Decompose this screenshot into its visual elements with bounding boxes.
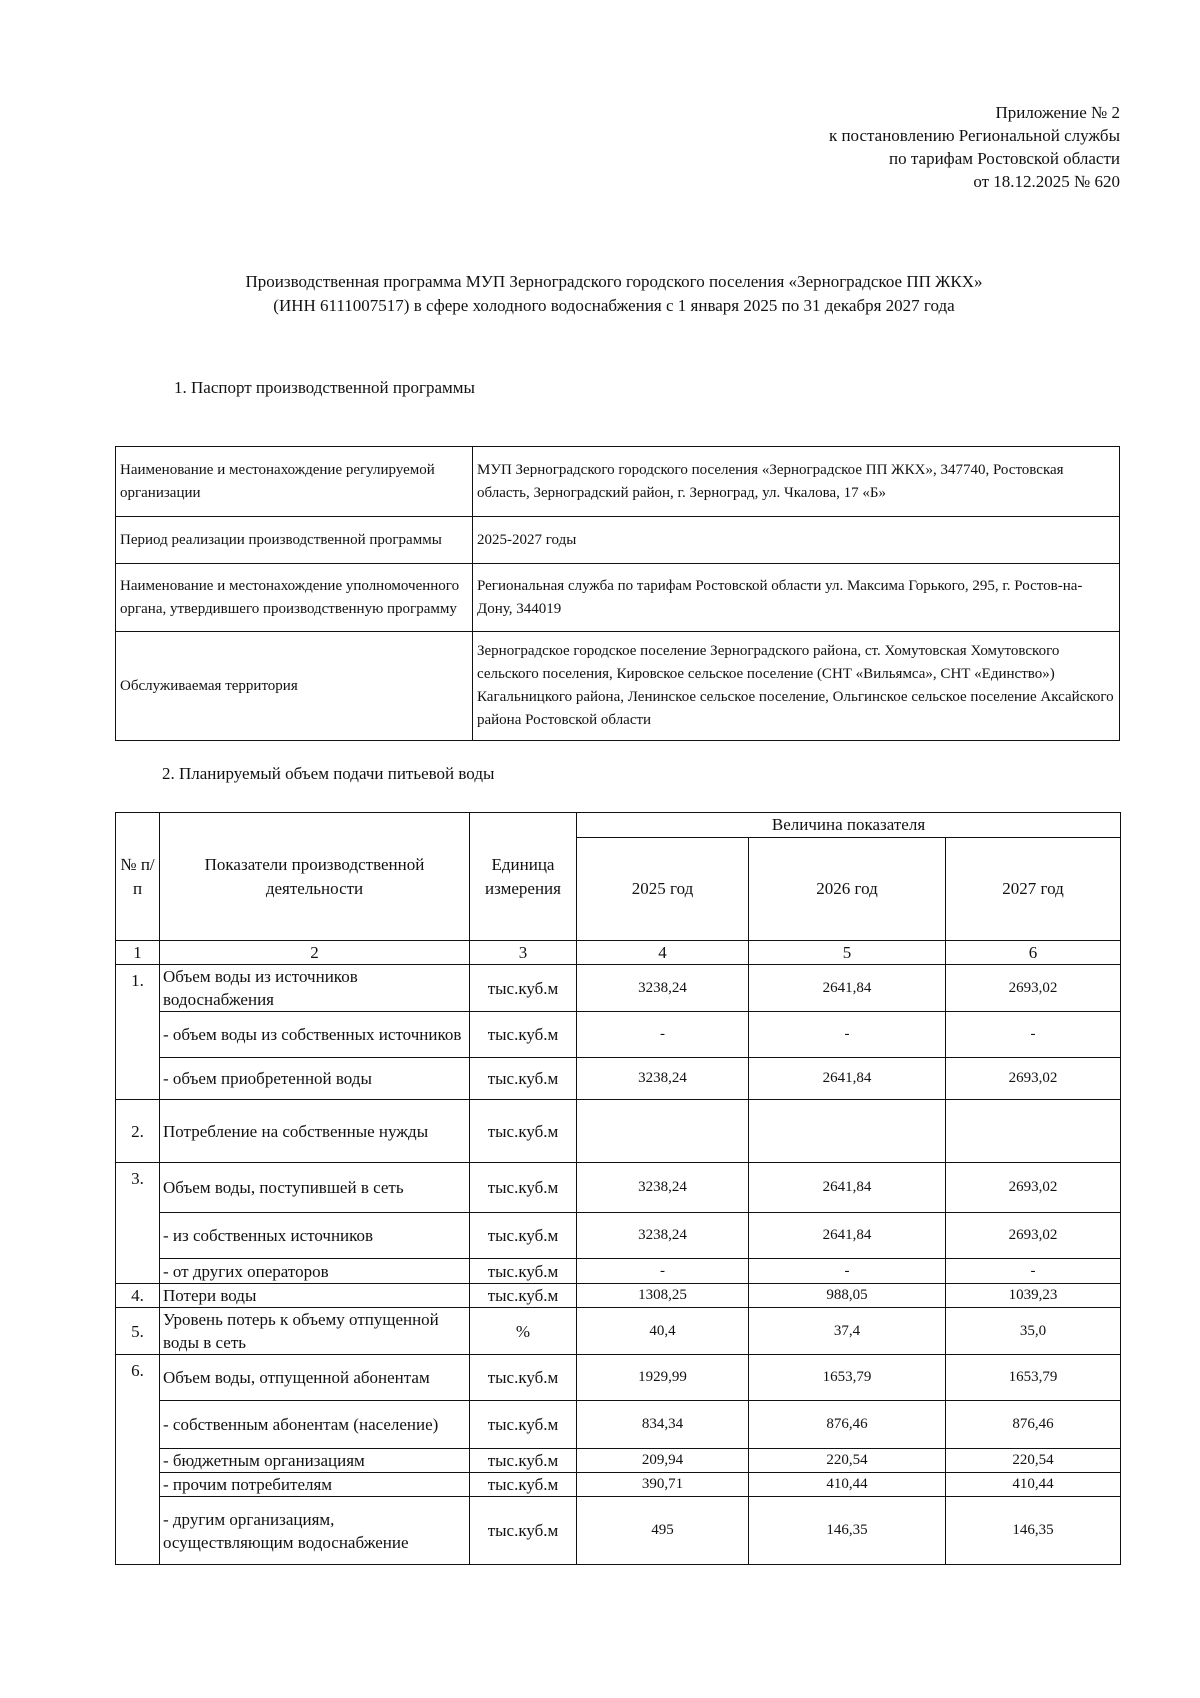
indicator-name: Потери воды bbox=[160, 1284, 470, 1308]
indicator-name: - из собственных источников bbox=[160, 1213, 470, 1259]
title-line: (ИНН 6111007517) в сфере холодного водоснабжения с 1 января 2025 по 31 декабря 2027 года bbox=[273, 296, 955, 315]
appendix-line: Приложение № 2 bbox=[995, 103, 1120, 122]
value-2025: 40,4 bbox=[577, 1308, 749, 1355]
value-2026: 876,46 bbox=[749, 1401, 946, 1449]
appendix-line: от 18.12.2025 № 620 bbox=[973, 172, 1120, 191]
value-2027: 2693,02 bbox=[946, 1163, 1121, 1213]
column-number: 6 bbox=[946, 941, 1121, 965]
row-number: 6. bbox=[116, 1355, 160, 1565]
passport-label: Наименование и местонахождение уполномоченного органа, утвердившего производственную программу bbox=[116, 564, 473, 632]
table-row bbox=[116, 517, 1120, 564]
section-heading-volume: 2. Планируемый объем подачи питьевой воды bbox=[162, 764, 495, 783]
passport-label: Наименование и местонахождение регулируемой организации bbox=[116, 447, 473, 517]
passport-value: МУП Зерноградского городского поселения «Зерноградское ПП ЖКХ», 347740, Ростовская область, Зерноградский район, г. Зерноград, ул. Чкалова, 17 «Б» bbox=[473, 447, 1120, 517]
value-2026: - bbox=[749, 1012, 946, 1058]
indicator-name: Объем воды из источников водоснабжения bbox=[160, 965, 470, 1012]
row-number: 2. bbox=[116, 1100, 160, 1163]
table-row bbox=[116, 1401, 1121, 1449]
value-2025: 1929,99 bbox=[577, 1355, 749, 1401]
value-2027: 146,35 bbox=[946, 1497, 1121, 1565]
table-row bbox=[116, 1449, 1121, 1473]
value-2026: 37,4 bbox=[749, 1308, 946, 1355]
appendix-line: к постановлению Региональной службы bbox=[828, 126, 1120, 145]
value-2025: 3238,24 bbox=[577, 1213, 749, 1259]
row-number: 4. bbox=[116, 1284, 160, 1308]
value-2027: 2693,02 bbox=[946, 1058, 1121, 1100]
value-2026: 2641,84 bbox=[749, 965, 946, 1012]
column-header-2025: 2025 год bbox=[577, 838, 749, 941]
value-2026: 988,05 bbox=[749, 1284, 946, 1308]
value-2026 bbox=[749, 1100, 946, 1163]
value-2027: - bbox=[946, 1259, 1121, 1284]
value-2027: 876,46 bbox=[946, 1401, 1121, 1449]
passport-label: Обслуживаемая территория bbox=[116, 632, 473, 741]
value-2027: 35,0 bbox=[946, 1308, 1121, 1355]
indicator-name: Объем воды, отпущенной абонентам bbox=[160, 1355, 470, 1401]
value-2026: 2641,84 bbox=[749, 1058, 946, 1100]
indicator-name: Уровень потерь к объему отпущенной воды в сеть bbox=[160, 1308, 470, 1355]
value-2026: - bbox=[749, 1259, 946, 1284]
table-row bbox=[116, 1100, 1121, 1163]
value-2025: 834,34 bbox=[577, 1401, 749, 1449]
table-row bbox=[116, 1058, 1121, 1100]
value-2026: 2641,84 bbox=[749, 1163, 946, 1213]
unit-cell: тыс.куб.м bbox=[470, 1259, 577, 1284]
unit-cell: тыс.куб.м bbox=[470, 965, 577, 1012]
unit-cell: тыс.куб.м bbox=[470, 1058, 577, 1100]
column-group-header: Величина показателя bbox=[577, 813, 1121, 838]
value-2026: 146,35 bbox=[749, 1497, 946, 1565]
column-number: 3 bbox=[470, 941, 577, 965]
table-row bbox=[116, 632, 1120, 741]
value-2026: 410,44 bbox=[749, 1473, 946, 1497]
indicator-name: - собственным абонентам (население) bbox=[160, 1401, 470, 1449]
value-2026: 2641,84 bbox=[749, 1213, 946, 1259]
value-2025: - bbox=[577, 1012, 749, 1058]
appendix-line: по тарифам Ростовской области bbox=[889, 149, 1120, 168]
title-line: Производственная программа МУП Зерноградского городского поселения «Зерноградское ПП ЖКХ» bbox=[245, 272, 983, 291]
passport-label: Период реализации производственной программы bbox=[116, 517, 473, 564]
unit-cell: тыс.куб.м bbox=[470, 1213, 577, 1259]
unit-cell: тыс.куб.м bbox=[470, 1497, 577, 1565]
row-number: 5. bbox=[116, 1308, 160, 1355]
unit-cell: тыс.куб.м bbox=[470, 1012, 577, 1058]
table-row bbox=[116, 1213, 1121, 1259]
column-number: 4 bbox=[577, 941, 749, 965]
section-heading-passport: 1. Паспорт производственной программы bbox=[174, 378, 475, 397]
value-2025: - bbox=[577, 1259, 749, 1284]
indicator-name: - объем воды из собственных источников bbox=[160, 1012, 470, 1058]
indicator-name: Объем воды, поступившей в сеть bbox=[160, 1163, 470, 1213]
column-header-2027: 2027 год bbox=[946, 838, 1121, 941]
indicator-name: - от других операторов bbox=[160, 1259, 470, 1284]
value-2026: 220,54 bbox=[749, 1449, 946, 1473]
table-row bbox=[116, 1259, 1121, 1284]
unit-cell: тыс.куб.м bbox=[470, 1473, 577, 1497]
indicator-name: Потребление на собственные нужды bbox=[160, 1100, 470, 1163]
table-row bbox=[116, 1497, 1121, 1565]
value-2025 bbox=[577, 1100, 749, 1163]
value-2027: 2693,02 bbox=[946, 965, 1121, 1012]
table-row bbox=[116, 447, 1120, 517]
value-2027: 410,44 bbox=[946, 1473, 1121, 1497]
value-2025: 1308,25 bbox=[577, 1284, 749, 1308]
value-2027: 220,54 bbox=[946, 1449, 1121, 1473]
value-2027 bbox=[946, 1100, 1121, 1163]
value-2025: 495 bbox=[577, 1497, 749, 1565]
column-header-indicator: Показатели производственной деятельности bbox=[160, 813, 470, 941]
value-2025: 209,94 bbox=[577, 1449, 749, 1473]
indicator-name: - бюджетным организациям bbox=[160, 1449, 470, 1473]
appendix-header bbox=[700, 101, 1120, 193]
passport-value: Региональная служба по тарифам Ростовской области ул. Максима Горького, 295, г. Ростов-на-Дону, 344019 bbox=[473, 564, 1120, 632]
table-row bbox=[116, 1284, 1121, 1308]
value-2025: 3238,24 bbox=[577, 1058, 749, 1100]
column-number: 1 bbox=[116, 941, 160, 965]
unit-cell: тыс.куб.м bbox=[470, 1100, 577, 1163]
column-number: 5 bbox=[749, 941, 946, 965]
value-2027: - bbox=[946, 1012, 1121, 1058]
row-number: 1. bbox=[116, 965, 160, 1100]
value-2025: 3238,24 bbox=[577, 1163, 749, 1213]
passport-table bbox=[115, 446, 1120, 741]
passport-value: Зерноградское городское поселение Зерноградского района, ст. Хомутовская Хомутовского сельского поселения, Кировское сельское поселение (СНТ «Вильямса», СНТ «Единство») Кагальницкого района, Ленинское сельское поселение, Ольгинское сельское поселение Аксайского района Ростовской области bbox=[473, 632, 1120, 741]
passport-value: 2025-2027 годы bbox=[473, 517, 1120, 564]
value-2025: 3238,24 bbox=[577, 965, 749, 1012]
value-2027: 1039,23 bbox=[946, 1284, 1121, 1308]
unit-cell: тыс.куб.м bbox=[470, 1284, 577, 1308]
value-2025: 390,71 bbox=[577, 1473, 749, 1497]
column-number: 2 bbox=[160, 941, 470, 965]
value-2026: 1653,79 bbox=[749, 1355, 946, 1401]
document-title bbox=[114, 270, 1114, 318]
indicator-name: - прочим потребителям bbox=[160, 1473, 470, 1497]
table-row bbox=[116, 1012, 1121, 1058]
row-number: 3. bbox=[116, 1163, 160, 1284]
column-number-row bbox=[116, 941, 1121, 965]
column-header-num: № п/п bbox=[116, 813, 160, 941]
value-2027: 2693,02 bbox=[946, 1213, 1121, 1259]
table-row bbox=[116, 1473, 1121, 1497]
table-row bbox=[116, 965, 1121, 1012]
table-row bbox=[116, 1355, 1121, 1401]
table-row bbox=[116, 564, 1120, 632]
unit-cell: тыс.куб.м bbox=[470, 1401, 577, 1449]
table-header-row bbox=[116, 813, 1121, 838]
unit-cell: % bbox=[470, 1308, 577, 1355]
unit-cell: тыс.куб.м bbox=[470, 1449, 577, 1473]
unit-cell: тыс.куб.м bbox=[470, 1163, 577, 1213]
indicator-name: - другим организациям, осуществляющим водоснабжение bbox=[160, 1497, 470, 1565]
value-2027: 1653,79 bbox=[946, 1355, 1121, 1401]
unit-cell: тыс.куб.м bbox=[470, 1355, 577, 1401]
indicator-name: - объем приобретенной воды bbox=[160, 1058, 470, 1100]
table-row bbox=[116, 1163, 1121, 1213]
table-row bbox=[116, 1308, 1121, 1355]
column-header-2026: 2026 год bbox=[749, 838, 946, 941]
volume-table bbox=[115, 812, 1121, 1565]
column-header-unit: Единица измерения bbox=[470, 813, 577, 941]
